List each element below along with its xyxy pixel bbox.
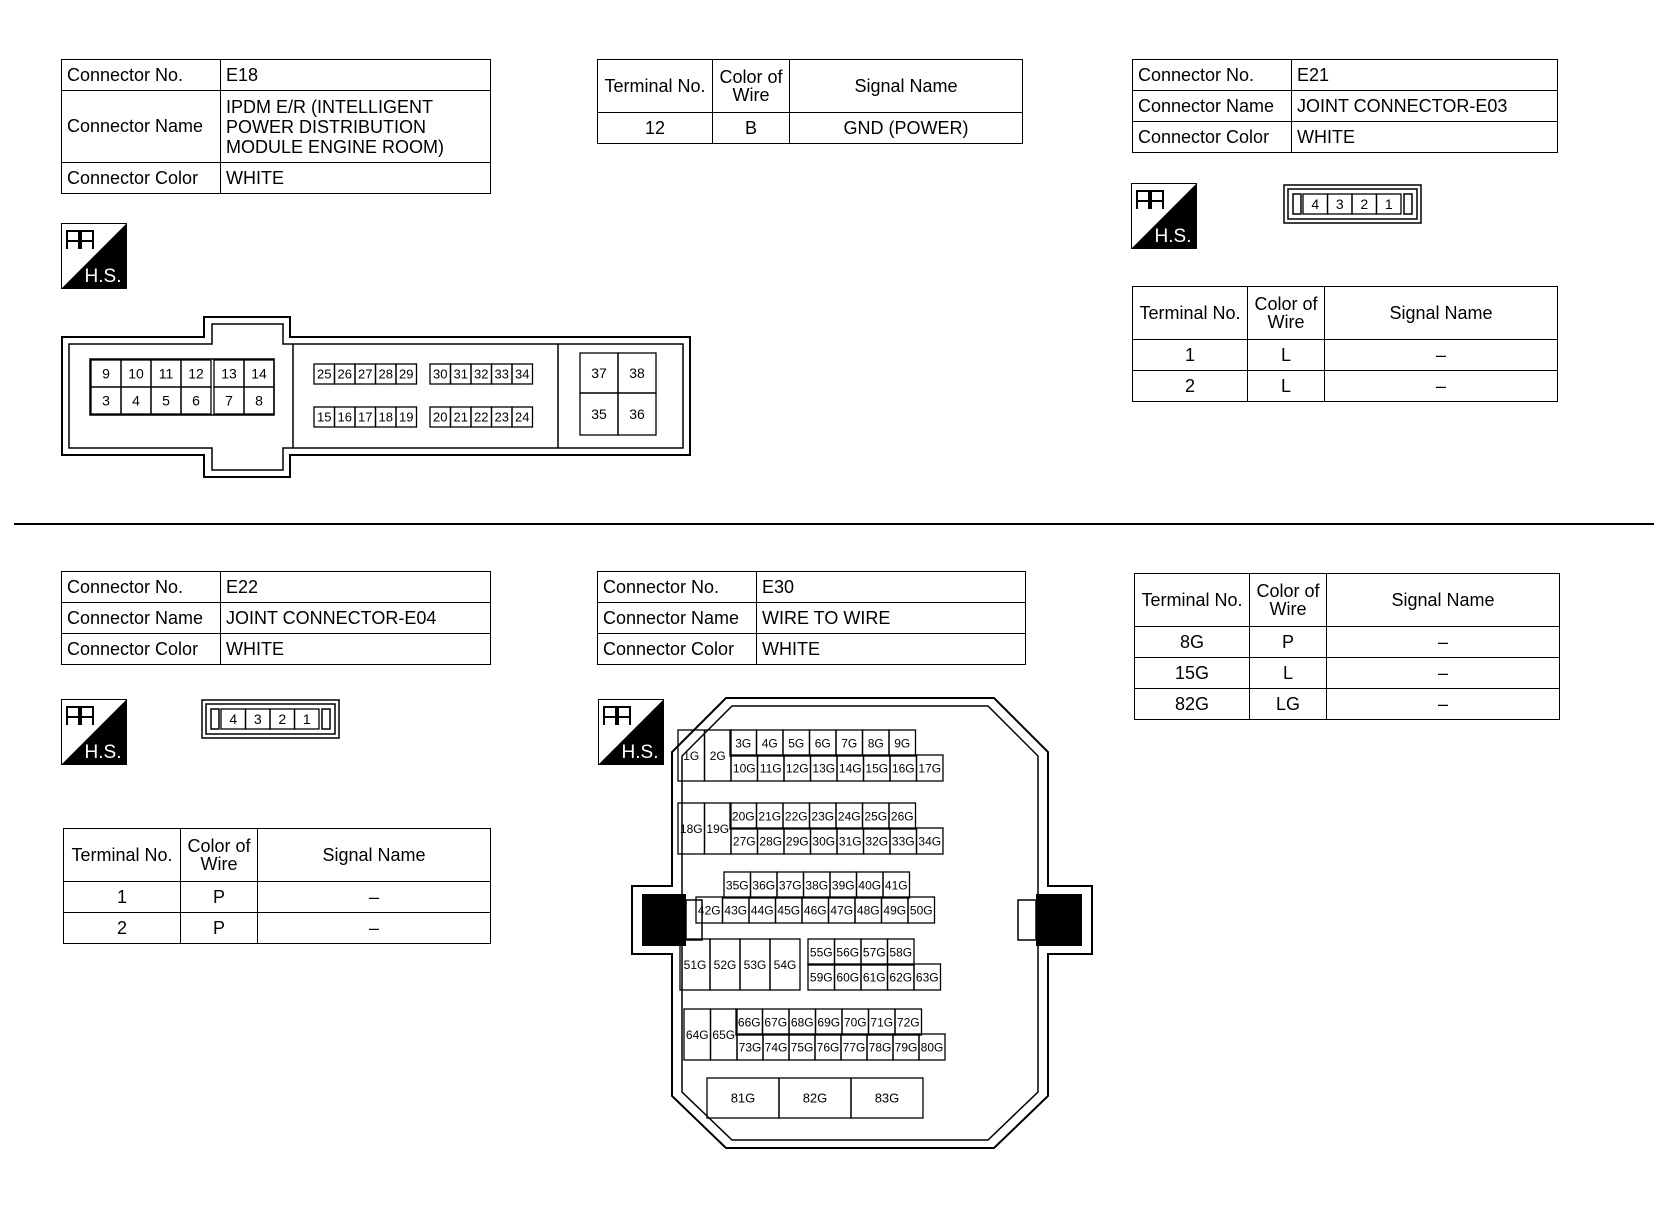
- terminal-label: 33: [494, 366, 509, 382]
- terminal-label: 75G: [790, 1040, 814, 1055]
- head-terminal: Terminal No.: [1135, 574, 1250, 627]
- hs-icon: [61, 223, 127, 289]
- terminal-label: 2G: [709, 748, 726, 763]
- connector-color-label: Connector Color: [1133, 122, 1292, 153]
- connector-color: WHITE: [1292, 122, 1558, 153]
- terminal-label: 63G: [915, 970, 939, 985]
- terminal-label: 20: [433, 409, 448, 425]
- terminal-label: 68G: [790, 1015, 814, 1030]
- terminal-label: 42G: [697, 903, 721, 918]
- terminal-label: 4: [132, 392, 140, 409]
- connector-no-label: Connector No.: [1133, 60, 1292, 91]
- connector-no: E21: [1292, 60, 1558, 91]
- head-color: [1250, 574, 1327, 627]
- terminal-label: 56G: [836, 945, 860, 960]
- signal-name: –: [1327, 658, 1560, 689]
- terminal-label: 72G: [896, 1015, 920, 1030]
- terminal-label: 53G: [743, 957, 767, 972]
- e21-pins: [1303, 194, 1401, 214]
- terminal-label: 14G: [838, 761, 862, 776]
- terminal-label: 29G: [785, 834, 809, 849]
- signal-name: –: [1327, 627, 1560, 658]
- terminal-label: 69G: [817, 1015, 841, 1030]
- terminal-label: 40G: [858, 878, 882, 893]
- e30-terminal-cells: [678, 730, 945, 1118]
- connector-name-label: Connector Name: [62, 91, 221, 163]
- connector-name-label: Connector Name: [598, 603, 757, 634]
- connector-no-label: Connector No.: [62, 572, 221, 603]
- connector-no: E22: [221, 572, 491, 603]
- signal-name: –: [1325, 340, 1558, 371]
- section-divider: [14, 523, 1654, 525]
- hs-icon: [1131, 183, 1197, 249]
- terminal-label: 2: [1360, 196, 1369, 213]
- terminal-label: 81G: [730, 1090, 756, 1106]
- head-color-line: Wire: [732, 85, 770, 105]
- e21-connector-info: [1132, 59, 1558, 153]
- e22-connector-info: [61, 571, 491, 665]
- e18-terminal-cells: [90, 353, 656, 435]
- connector-name-label: Connector Name: [62, 603, 221, 634]
- terminal-label: 4G: [761, 736, 778, 751]
- terminal-label: 16: [337, 409, 352, 425]
- table-row: [1135, 658, 1560, 689]
- e18-connector-info: [61, 59, 491, 194]
- connector-no: E30: [757, 572, 1026, 603]
- terminal-label: 44G: [750, 903, 774, 918]
- terminal-label: 50G: [909, 903, 933, 918]
- hs-label: H.S.: [84, 742, 122, 763]
- terminal-label: 5: [162, 392, 170, 409]
- terminal-label: 51G: [683, 957, 707, 972]
- terminal-label: 30G: [812, 834, 836, 849]
- connector-no-label: Connector No.: [598, 572, 757, 603]
- head-terminal: Terminal No.: [598, 60, 713, 113]
- terminal-label: 36G: [752, 878, 776, 893]
- terminal-label: 33G: [891, 834, 915, 849]
- hs-label: H.S.: [1154, 226, 1192, 247]
- connector-name-line: POWER DISTRIBUTION: [226, 116, 427, 137]
- terminal-label: 28: [378, 366, 393, 382]
- terminal-label: 9: [102, 365, 110, 382]
- head-color-line: Color of: [1256, 581, 1320, 601]
- hs-label: H.S.: [84, 266, 122, 287]
- connector-name: JOINT CONNECTOR-E03: [1292, 91, 1558, 122]
- terminal-label: 27: [358, 366, 373, 382]
- terminal-label: 22G: [784, 809, 808, 824]
- terminal-label: 39G: [831, 878, 855, 893]
- terminal-label: 74G: [764, 1040, 788, 1055]
- terminal-label: 13G: [812, 761, 836, 776]
- connector-name: JOINT CONNECTOR-E04: [221, 603, 491, 634]
- terminal-label: 1: [302, 711, 311, 728]
- terminal-label: 41G: [884, 878, 908, 893]
- table-row: [64, 882, 491, 913]
- terminal-label: 17G: [918, 761, 942, 776]
- terminal-label: 4: [1311, 196, 1320, 213]
- terminal-label: 26: [337, 366, 352, 382]
- table-row: [64, 913, 491, 944]
- e30-connector-info: [597, 571, 1026, 665]
- head-color: [1248, 287, 1325, 340]
- terminal-no: 12: [598, 113, 713, 144]
- terminal-label: 35G: [725, 878, 749, 893]
- signal-name: –: [258, 913, 491, 944]
- connector-no: E18: [221, 60, 491, 91]
- terminal-label: 67G: [764, 1015, 788, 1030]
- signal-name: –: [1327, 689, 1560, 720]
- wire-color: P: [1250, 627, 1327, 658]
- terminal-no: 15G: [1135, 658, 1250, 689]
- terminal-label: 21G: [758, 809, 782, 824]
- connector-color: WHITE: [757, 634, 1026, 665]
- table-row: [1135, 627, 1560, 658]
- head-signal: Signal Name: [1325, 287, 1558, 340]
- terminal-label: 32: [474, 366, 489, 382]
- e30-connector-face: [630, 696, 1100, 1150]
- head-color-line: Wire: [1269, 599, 1307, 619]
- table-row: [598, 113, 1023, 144]
- terminal-label: 9G: [894, 736, 911, 751]
- hs-icon: [61, 699, 127, 765]
- terminal-label: 2: [278, 711, 287, 728]
- hs-label: H.S.: [621, 742, 659, 763]
- terminal-label: 24: [515, 409, 530, 425]
- terminal-label: 10G: [732, 761, 756, 776]
- terminal-label: 3: [102, 392, 110, 409]
- terminal-label: 65G: [712, 1027, 736, 1042]
- connector-name-line: MODULE ENGINE ROOM): [226, 136, 445, 157]
- terminal-label: 3G: [735, 736, 752, 751]
- terminal-label: 57G: [862, 945, 886, 960]
- terminal-label: 4: [229, 711, 238, 728]
- terminal-label: 6: [192, 392, 200, 409]
- terminal-label: 43G: [724, 903, 748, 918]
- head-signal: Signal Name: [790, 60, 1023, 113]
- wire-color: L: [1248, 371, 1325, 402]
- terminal-label: 27G: [732, 834, 756, 849]
- e22-pins: [221, 709, 319, 729]
- terminal-label: 18: [378, 409, 393, 425]
- terminal-label: 36: [629, 406, 645, 423]
- head-terminal: Terminal No.: [1133, 287, 1248, 340]
- signal-name: –: [258, 882, 491, 913]
- terminal-label: 19: [399, 409, 414, 425]
- terminal-label: 71G: [870, 1015, 894, 1030]
- terminal-label: 66G: [737, 1015, 761, 1030]
- signal-name: GND (POWER): [790, 113, 1023, 144]
- terminal-label: 34G: [918, 834, 942, 849]
- terminal-label: 3: [253, 711, 262, 728]
- wire-color: P: [181, 882, 258, 913]
- terminal-label: 31G: [838, 834, 862, 849]
- terminal-label: 55G: [809, 945, 833, 960]
- terminal-label: 38G: [805, 878, 829, 893]
- wire-color: LG: [1250, 689, 1327, 720]
- terminal-label: 59G: [809, 970, 833, 985]
- terminal-label: 7G: [841, 736, 858, 751]
- head-terminal: Terminal No.: [64, 829, 181, 882]
- terminal-label: 34: [515, 366, 530, 382]
- head-signal: Signal Name: [258, 829, 491, 882]
- wire-color: B: [713, 113, 790, 144]
- terminal-label: 82G: [802, 1090, 828, 1106]
- terminal-label: 3: [1335, 196, 1344, 213]
- signal-name: –: [1325, 371, 1558, 402]
- e22-terminal-table: [63, 828, 491, 944]
- terminal-label: 58G: [889, 945, 913, 960]
- terminal-label: 83G: [874, 1090, 900, 1106]
- terminal-label: 5G: [788, 736, 805, 751]
- head-color-line: Color of: [187, 836, 251, 856]
- terminal-label: 14: [251, 365, 267, 382]
- e21-connector-face: [1283, 184, 1423, 226]
- terminal-label: 45G: [777, 903, 801, 918]
- terminal-label: 35: [591, 406, 607, 423]
- terminal-label: 17: [358, 409, 373, 425]
- terminal-label: 73G: [738, 1040, 762, 1055]
- terminal-label: 1: [1384, 196, 1393, 213]
- terminal-label: 78G: [868, 1040, 892, 1055]
- terminal-label: 11: [158, 365, 174, 382]
- terminal-label: 32G: [865, 834, 889, 849]
- terminal-label: 25: [317, 366, 332, 382]
- terminal-label: 46G: [803, 903, 827, 918]
- terminal-label: 23: [494, 409, 509, 425]
- terminal-label: 80G: [920, 1040, 944, 1055]
- connector-name-label: Connector Name: [1133, 91, 1292, 122]
- connector-no-label: Connector No.: [62, 60, 221, 91]
- wire-color: P: [181, 913, 258, 944]
- terminal-label: 31: [453, 366, 468, 382]
- terminal-label: 19G: [706, 821, 730, 836]
- terminal-label: 77G: [842, 1040, 866, 1055]
- terminal-label: 37G: [778, 878, 802, 893]
- e18-terminal-table: [597, 59, 1023, 144]
- terminal-label: 12: [188, 365, 204, 382]
- terminal-label: 26G: [890, 809, 914, 824]
- terminal-no: 82G: [1135, 689, 1250, 720]
- terminal-label: 7: [225, 392, 233, 409]
- terminal-label: 10: [128, 365, 144, 382]
- terminal-label: 49G: [883, 903, 907, 918]
- connector-name: WIRE TO WIRE: [757, 603, 1026, 634]
- terminal-label: 48G: [856, 903, 880, 918]
- terminal-label: 24G: [837, 809, 861, 824]
- terminal-label: 52G: [713, 957, 737, 972]
- wire-color: L: [1248, 340, 1325, 371]
- head-color-line: Color of: [1254, 294, 1318, 314]
- terminal-label: 61G: [862, 970, 886, 985]
- terminal-label: 16G: [891, 761, 915, 776]
- table-row: [1135, 689, 1560, 720]
- terminal-no: 8G: [1135, 627, 1250, 658]
- terminal-label: 20G: [731, 809, 755, 824]
- terminal-label: 8G: [867, 736, 884, 751]
- terminal-label: 22: [474, 409, 489, 425]
- e18-connector-face: [60, 315, 696, 481]
- connector-color-label: Connector Color: [62, 634, 221, 665]
- terminal-label: 25G: [864, 809, 888, 824]
- terminal-label: 62G: [889, 970, 913, 985]
- terminal-label: 15G: [865, 761, 889, 776]
- connector-name-line: IPDM E/R (INTELLIGENT: [226, 96, 434, 117]
- head-color-line: Wire: [1267, 312, 1305, 332]
- terminal-label: 11G: [759, 761, 782, 776]
- head-signal: Signal Name: [1327, 574, 1560, 627]
- connector-color: WHITE: [221, 163, 491, 194]
- terminal-label: 47G: [830, 903, 854, 918]
- terminal-no: 2: [64, 913, 181, 944]
- terminal-label: 37: [591, 365, 607, 382]
- terminal-no: 1: [1133, 340, 1248, 371]
- table-row: [1133, 371, 1558, 402]
- terminal-label: 15: [317, 409, 332, 425]
- head-color-line: Color of: [719, 67, 783, 87]
- terminal-label: 28G: [759, 834, 783, 849]
- connector-color-label: Connector Color: [598, 634, 757, 665]
- terminal-label: 29: [399, 366, 414, 382]
- terminal-label: 38: [629, 365, 645, 382]
- e30-terminal-table: [1134, 573, 1560, 720]
- terminal-no: 1: [64, 882, 181, 913]
- terminal-label: 30: [433, 366, 448, 382]
- terminal-label: 13: [221, 365, 237, 382]
- connector-color-label: Connector Color: [62, 163, 221, 194]
- head-color: [181, 829, 258, 882]
- terminal-label: 6G: [814, 736, 831, 751]
- terminal-label: 21: [453, 409, 468, 425]
- terminal-label: 79G: [894, 1040, 918, 1055]
- terminal-label: 23G: [811, 809, 835, 824]
- wire-color: L: [1250, 658, 1327, 689]
- terminal-label: 12G: [785, 761, 809, 776]
- terminal-label: 8: [255, 392, 263, 409]
- terminal-label: 54G: [773, 957, 797, 972]
- terminal-label: 1G: [683, 748, 700, 763]
- terminal-label: 64G: [685, 1027, 709, 1042]
- connector-name: [221, 91, 491, 163]
- head-color-line: Wire: [200, 854, 238, 874]
- connector-color: WHITE: [221, 634, 491, 665]
- e22-connector-face: [201, 699, 341, 741]
- table-row: [1133, 340, 1558, 371]
- head-color: [713, 60, 790, 113]
- terminal-label: 18G: [679, 821, 703, 836]
- terminal-label: 76G: [816, 1040, 840, 1055]
- e21-terminal-table: [1132, 286, 1558, 402]
- terminal-no: 2: [1133, 371, 1248, 402]
- terminal-label: 70G: [843, 1015, 867, 1030]
- terminal-label: 60G: [836, 970, 860, 985]
